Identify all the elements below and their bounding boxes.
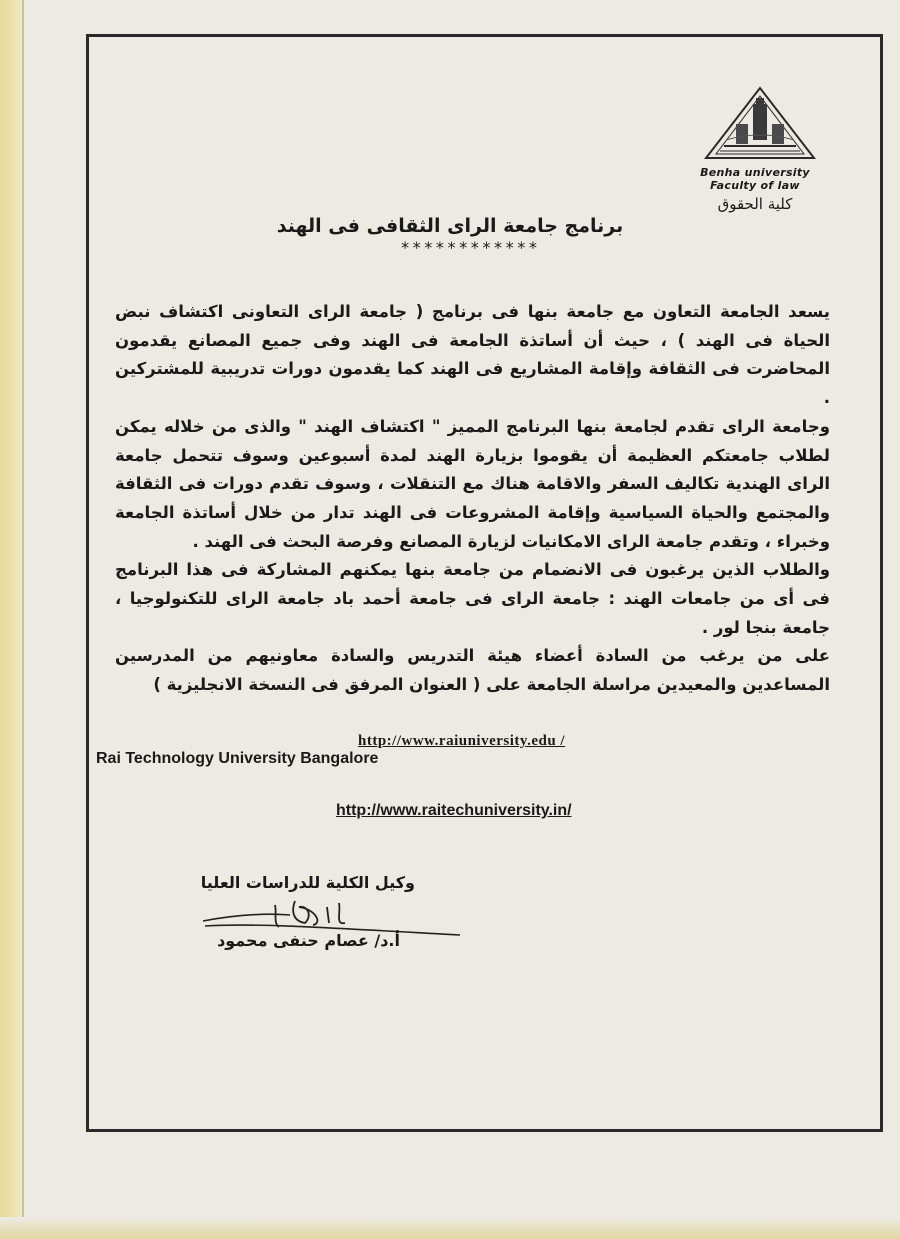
paragraph-1: يسعد الجامعة التعاون مع جامعة بنها فى برنامج ( جامعة الراى التعاونى اكتشاف نبض الحياة فى الهند ) ، حيث أن أساتذة الجامعة فى الهند وفى جميع المصانع يقدمون المحاضرت فى الثقافة وإقامة المشاريع فى الهند كما يقدمون دورات تدريبية للمشتركين . [115,302,830,408]
university-logo [700,84,820,166]
paragraph-4: على من يرغب من السادة أعضاء هيئة التدريس والسادة معاونيهم من المدرسين المساعدين والمعيدين مراسلة الجامعة على ( العنوان المرفق فى النسخة الانجليزية ) [115,646,830,695]
rai-university-url[interactable]: http://www.raiuniversity.edu / [358,733,566,749]
scan-bottom-margin [0,1217,900,1239]
rai-tech-university-url[interactable]: http://www.raitechuniversity.in/ [336,802,572,819]
paragraph-3: والطلاب الذين يرغبون فى الانضمام من جامعة بنها يمكنهم المشاركة فى هذا البرنامج فى أى من جامعات الهند : جامعة الراى فى جامعة أحمد باد جامعة الراى للتكنولوجيا ، جامعة بنجا لور . [115,560,830,637]
title-divider: ************ [400,238,540,257]
document-title: برنامج جامعة الراى الثقافى فى الهند [276,215,624,237]
faculty-name-line2: Faculty of law [710,179,800,192]
faculty-name-arabic: كلية الحقوق [717,195,793,213]
paragraph-2: وجامعة الراى تقدم لجامعة بنها البرنامج المميز " اكتشاف الهند " والذى من خلاله يمكن لطلاب جامعتكم العظيمة أن يقوموا بزيارة الهند لمدة أسبوعين وسوف تتحمل جامعة الراى الهندية تكاليف السفر والاقامة هناك مع التنقلات ، وسوف تقدم دورات فى الثقافة والمجتمع والحياة السياسية وإقامة المشروعات فى الهند تدار من خلال أساتذة الجامعة وخبراء ، وتقدم جامعة الراى الامكانيات لزيارة المصانع وفرصة البحث فى الهند . [115,416,830,551]
rai-technology-university-name: Rai Technology University Bangalore [96,750,379,767]
university-name-english [690,166,820,192]
scan-edge-line [22,0,24,1239]
signatory-name: أ.د/ عصام حنفى محمود [217,931,400,950]
university-name-line1: Benha university [700,166,810,179]
signatory-title: وكيل الكلية للدراسات العليا [200,873,415,892]
letter-body [115,298,830,700]
